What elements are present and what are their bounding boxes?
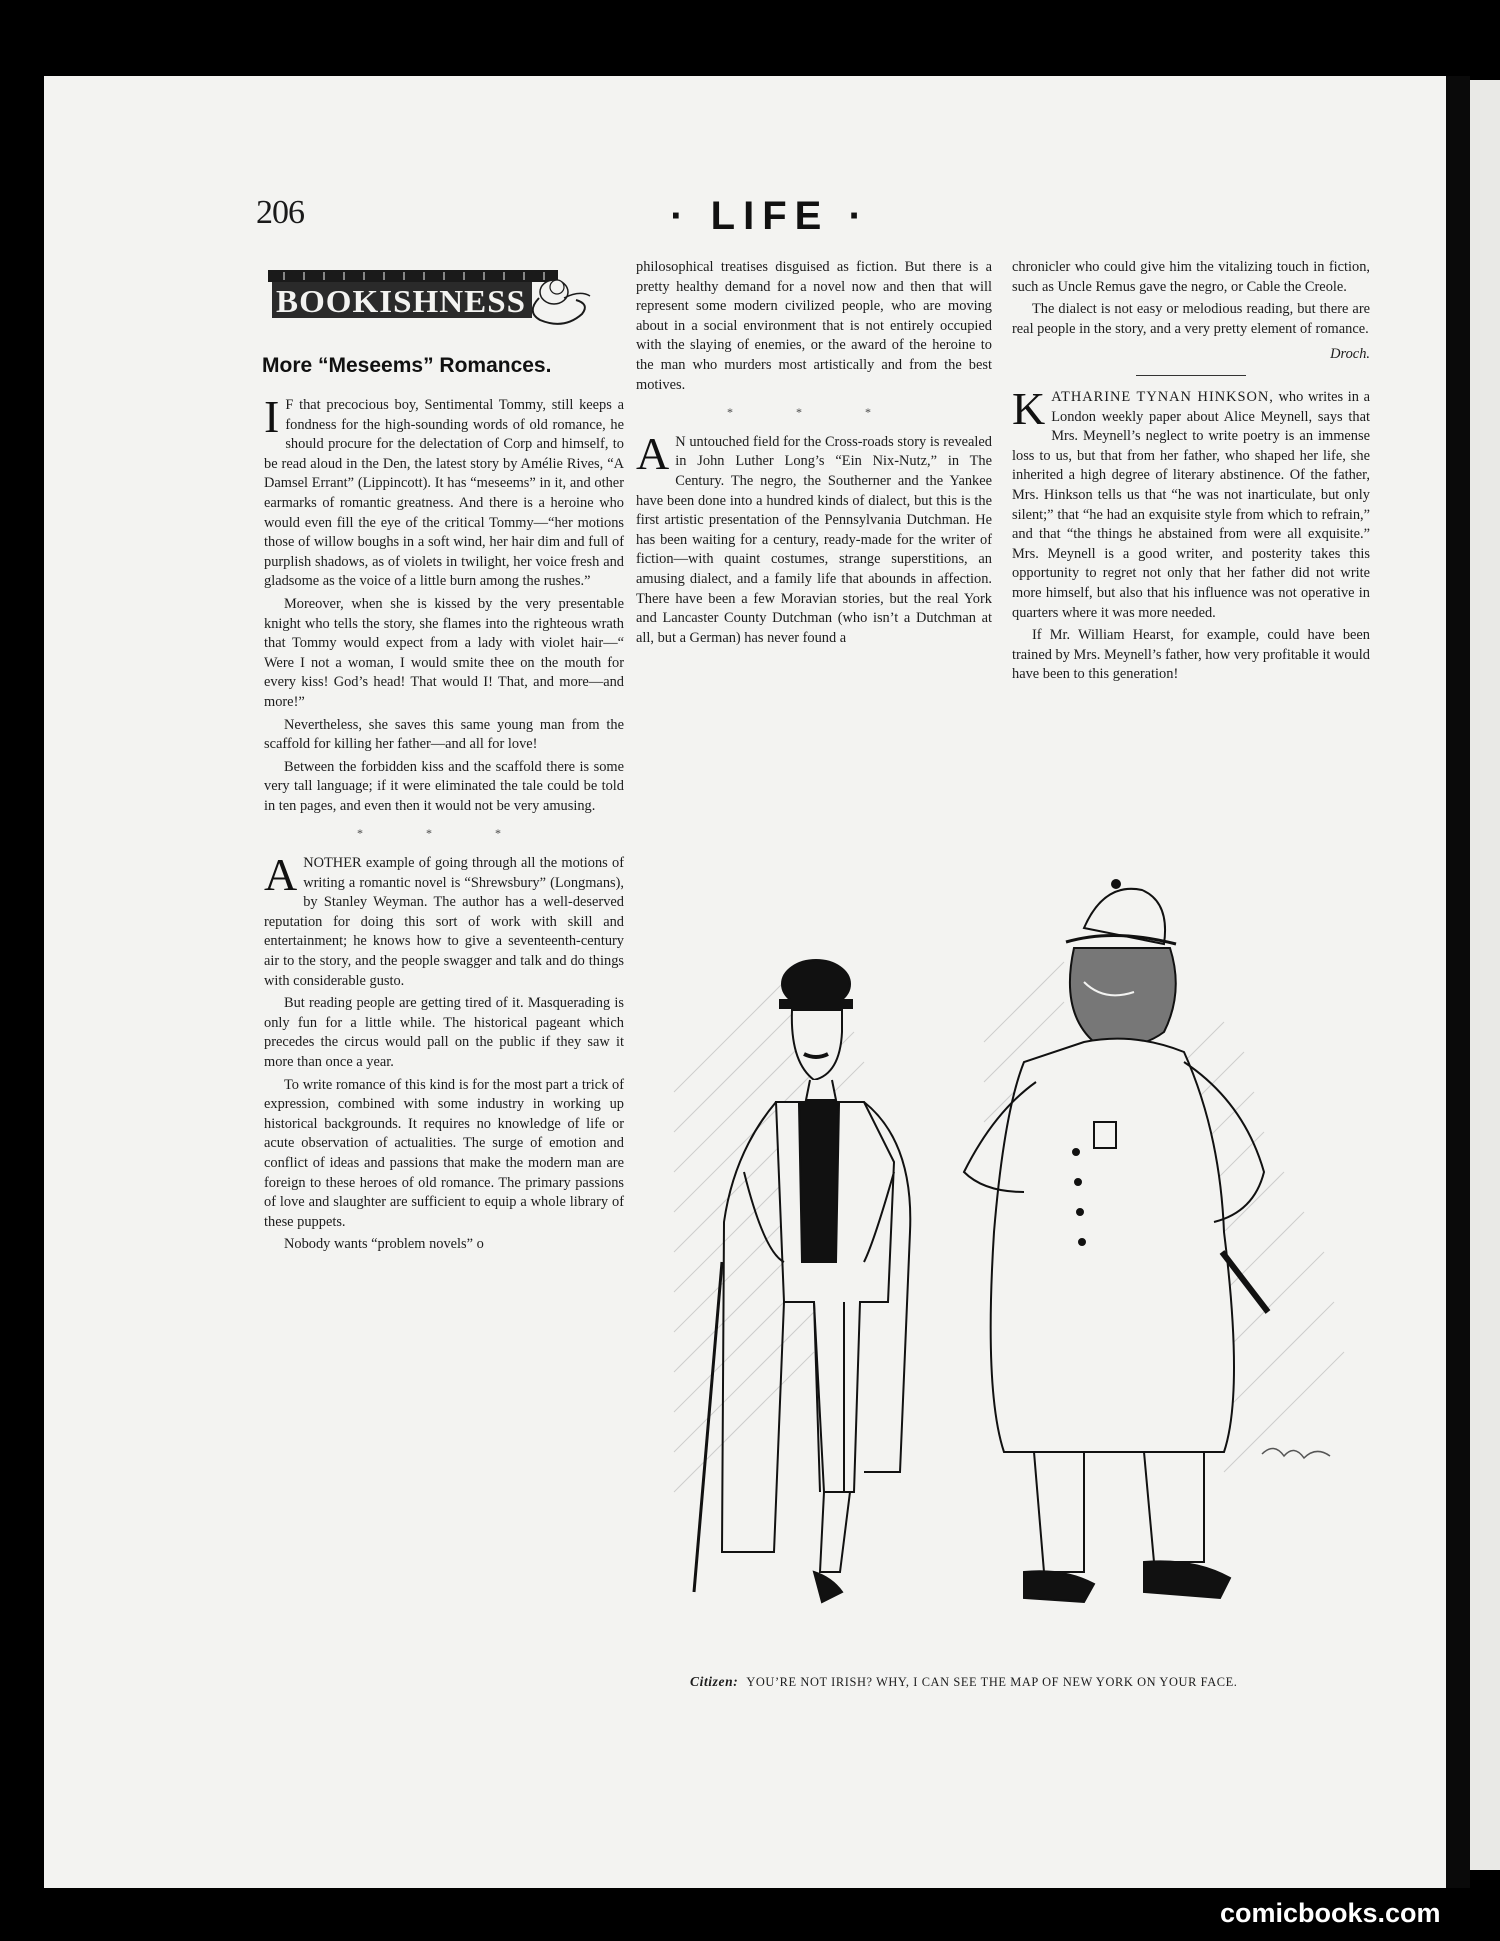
department-banner-lettering: BOOKISHNESS <box>276 283 526 319</box>
lead-in: ATHARINE TYNAN HINKSON, <box>1051 388 1274 405</box>
paragraph: Nobody wants “problem novels” o <box>284 1236 484 1253</box>
page-gutter <box>1446 76 1470 1888</box>
article-title: More “Meseems” Romances. <box>262 354 552 377</box>
paragraph-text: NOTHER example of going through all the motions of writing a romantic novel is “Shrewsbury” (Longmans), by Stanley Weyman. The author has a well-deserved reputation for doing this sort of work with skill and entertainment; he knows how to give a seventeenth-century air to the story, and the people swagger and talk and do things with considerable gusto. <box>264 855 624 989</box>
paragraph: To write romance of this kind is for the most part a trick of expression, combined with some industry in working up historical backgrounds. It requires no knowledge of life or acute observation of actualities. The surge of emotion and conflict of ideas and passions that make the modern man are foreign to these heroes of old romance. The primary passions of love and slaughter are sufficient to equip a whole library of these puppets. <box>264 1076 624 1230</box>
paragraph <box>264 849 624 991</box>
paragraph <box>636 427 992 649</box>
cartoon-illustration <box>664 832 1354 1622</box>
paragraph <box>264 391 624 592</box>
masthead-title: · LIFE · <box>670 194 870 238</box>
drop-cap: K <box>1012 382 1046 434</box>
paragraph-text: N untouched field for the Cross-roads story is revealed in John Luther Long’s “Ein Nix-Nutz,” in The Century. The negro, the Southerner and the Yankee have been done into a hundred kinds of dialect, but this is the first artistic presentation of the Pennsylvania Dutchman. He has been waiting for a century, ready-made for the writer of fiction—with quaint costumes, strange superstitions, an amusing dialect, and a family life that abounds in affection. There have been a few Moravian stories, but the real York and Lancaster County Dutchman (who isn’t a Dutchman at all, but a German) has never found a <box>636 433 992 646</box>
drop-cap: A <box>636 427 670 479</box>
section-divider-stars: * * * <box>357 826 531 841</box>
paragraph-text: F that precocious boy, Sentimental Tommy, still keeps a fondness for the high-sounding words of old romance, he should procure for the delectation of Corp and himself, to be read aloud in the Den, the latest story by Amélie Rives, “A Damsel Errant” (Lippincott). It has “meseems” in it, and other earmarks of romantic greatness. And there is a heroine who would even fill the eye of the critical Tommy—“her motions those of willow boughs in a soft wind, her hair dim and full of purplish shadows, as of violets in twilight, her voice fresh and gladsome as the voice of a little burn among the rushes.” <box>264 397 624 590</box>
caption-speaker: Citizen: <box>690 1674 739 1689</box>
paragraph: Between the forbidden kiss and the scaffold there is some very tall language; if it were eliminated the tale could be told in ten pages, and even then it would not be very amusing. <box>264 758 624 814</box>
section-rule <box>1136 375 1246 376</box>
drop-cap: I <box>264 391 280 442</box>
paragraph: The dialect is not easy or melodious reading, but there are real people in the story, and a very pretty element of romance. <box>1012 301 1370 337</box>
paragraph: chronicler who could give him the vitalizing touch in fiction, such as Uncle Remus gave the negro, or Cable the Creole. <box>1012 259 1370 295</box>
paragraph: Moreover, when she is kissed by the very presentable knight who tells the story, she flames into the righteous wrath that Tommy would expect from a lady with violet hair—“ Were I not a woman, I would smite thee on the mouth for every kiss! God’s head! That would I! That, and more—and more!” <box>264 595 624 710</box>
next-page-edge <box>1470 80 1500 1870</box>
page-number: 206 <box>256 194 304 231</box>
paragraph: Nevertheless, she saves this same young man from the scaffold for killing her father—and all for love! <box>264 716 624 753</box>
cartoon-caption <box>690 1674 1350 1690</box>
column-1 <box>264 391 624 1258</box>
watermark: comicbooks.com <box>1220 1898 1441 1928</box>
paragraph: philosophical treatises disguised as fiction. But there is a pretty healthy demand for a novel now and then that will represent some modern civilized people, who are moving about in a social environment that is not entirely occupied with the slaying of enemies, or the award of the heroine to the man who murders most artistically and from the best motives. <box>636 259 992 393</box>
artist-signature <box>1262 1448 1330 1458</box>
department-banner <box>264 268 594 332</box>
paragraph: If Mr. William Hearst, for example, could have been trained by Mrs. Meynell’s father, how very profitable it would have been to this generation! <box>1012 627 1370 683</box>
caption-text: YOU’RE NOT IRISH? WHY, I CAN SEE THE MAP OF NEW YORK ON YOUR FACE. <box>746 1675 1238 1689</box>
column-2 <box>636 258 992 651</box>
column-3 <box>1012 258 1370 688</box>
paragraph <box>1012 382 1370 623</box>
gentleman-figure <box>694 960 910 1602</box>
policeman-figure <box>964 880 1268 1602</box>
section-divider-stars: * * * <box>727 405 901 420</box>
paragraph: But reading people are getting tired of it. Masquerading is only fun for a little while. The historical pageant which precedes the circus would pall on the public if they saw it more than once a year. <box>264 995 624 1070</box>
paragraph-text: who writes in a London weekly paper about Alice Meynell, says that Mrs. Meynell’s neglect to write poetry is an immense loss to us, but that from her father, who shaped her life, she inherited a high degree of literary abstinence. Of the father, Mrs. Hinkson tells us that “he was not inarticulate, but only silent;” that “he had an exquisite style from which to refrain,” and that “the things he abstained from were all exquisite.” Mrs. Meynell is a good writer, and posterity takes this opportunity to regret not only that her father did not write more himself, but also that his influence was not operative in quarters where it was more needed. <box>1012 388 1370 621</box>
drop-cap: A <box>264 849 298 901</box>
author-signature: Droch. <box>1330 346 1370 363</box>
